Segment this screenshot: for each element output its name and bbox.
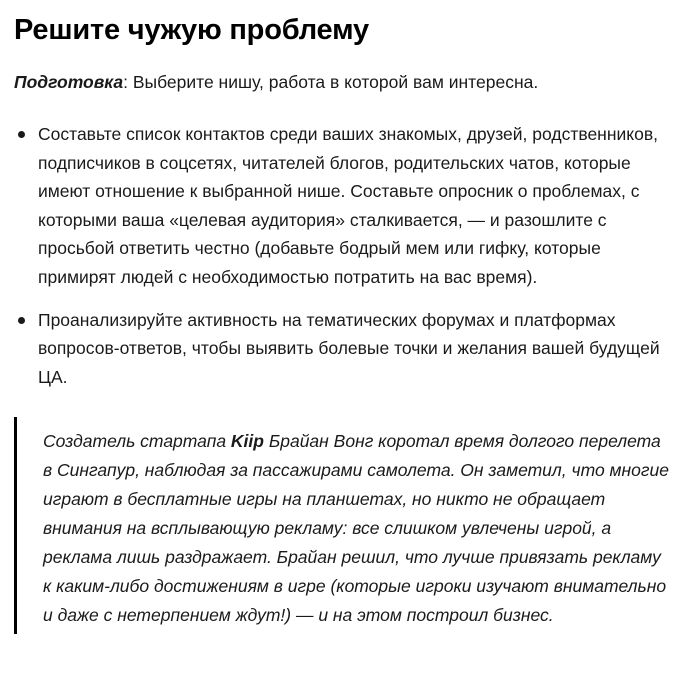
preparation-paragraph — [14, 70, 682, 94]
preparation-label: Подготовка — [14, 72, 124, 92]
list-item — [14, 120, 682, 292]
quote-brand-name: Kiip — [230, 431, 264, 452]
preparation-text: : Выберите нишу, работа в которой вам интересна. — [123, 72, 539, 92]
quote-text-after: Брайан Вонг коротал время долгого перелета в Сингапур, наблюдая за пассажирами самолета. Он заметил, что многие играют в бесплатные игры на планшетах, но никто не обращает внимания на всплывающую рекламу: все слишком увлечены игрой, а реклама лишь раздражает. Брайан решил, что лучше привязать рекламу к каким-либо достижениям в игре (которые игроки изучают внимательно и даже с нетерпением ждут!) — и на этом построил бизнес. — [43, 431, 670, 626]
list-item-text: Составьте список контактов среди ваших знакомых, друзей, родственников, подписчиков в соцсетях, читателей блогов, родительских чатов, которые имеют отношение к выбранной нише. Составьте опросник о проблемах, с которыми ваша «целевая аудитория» сталкивается, — и разошлите с просьбой ответить честно (добавьте бодрый мем или гифку, которые примирят людей с необходимостью потратить на вас время). — [38, 124, 659, 287]
list-item — [14, 306, 682, 392]
bullet-icon — [18, 317, 25, 324]
article — [14, 0, 682, 634]
example-quote — [14, 417, 673, 634]
quote-text-before: Создатель стартапа — [43, 431, 231, 452]
article-title: Решите чужую проблему — [14, 14, 369, 46]
bullet-icon — [18, 131, 25, 138]
list-item-text: Проанализируйте активность на тематических форумах и платформах вопросов-ответов, чтобы выявить болевые точки и желания вашей будущей ЦА. — [38, 309, 660, 387]
tips-list — [14, 120, 682, 391]
